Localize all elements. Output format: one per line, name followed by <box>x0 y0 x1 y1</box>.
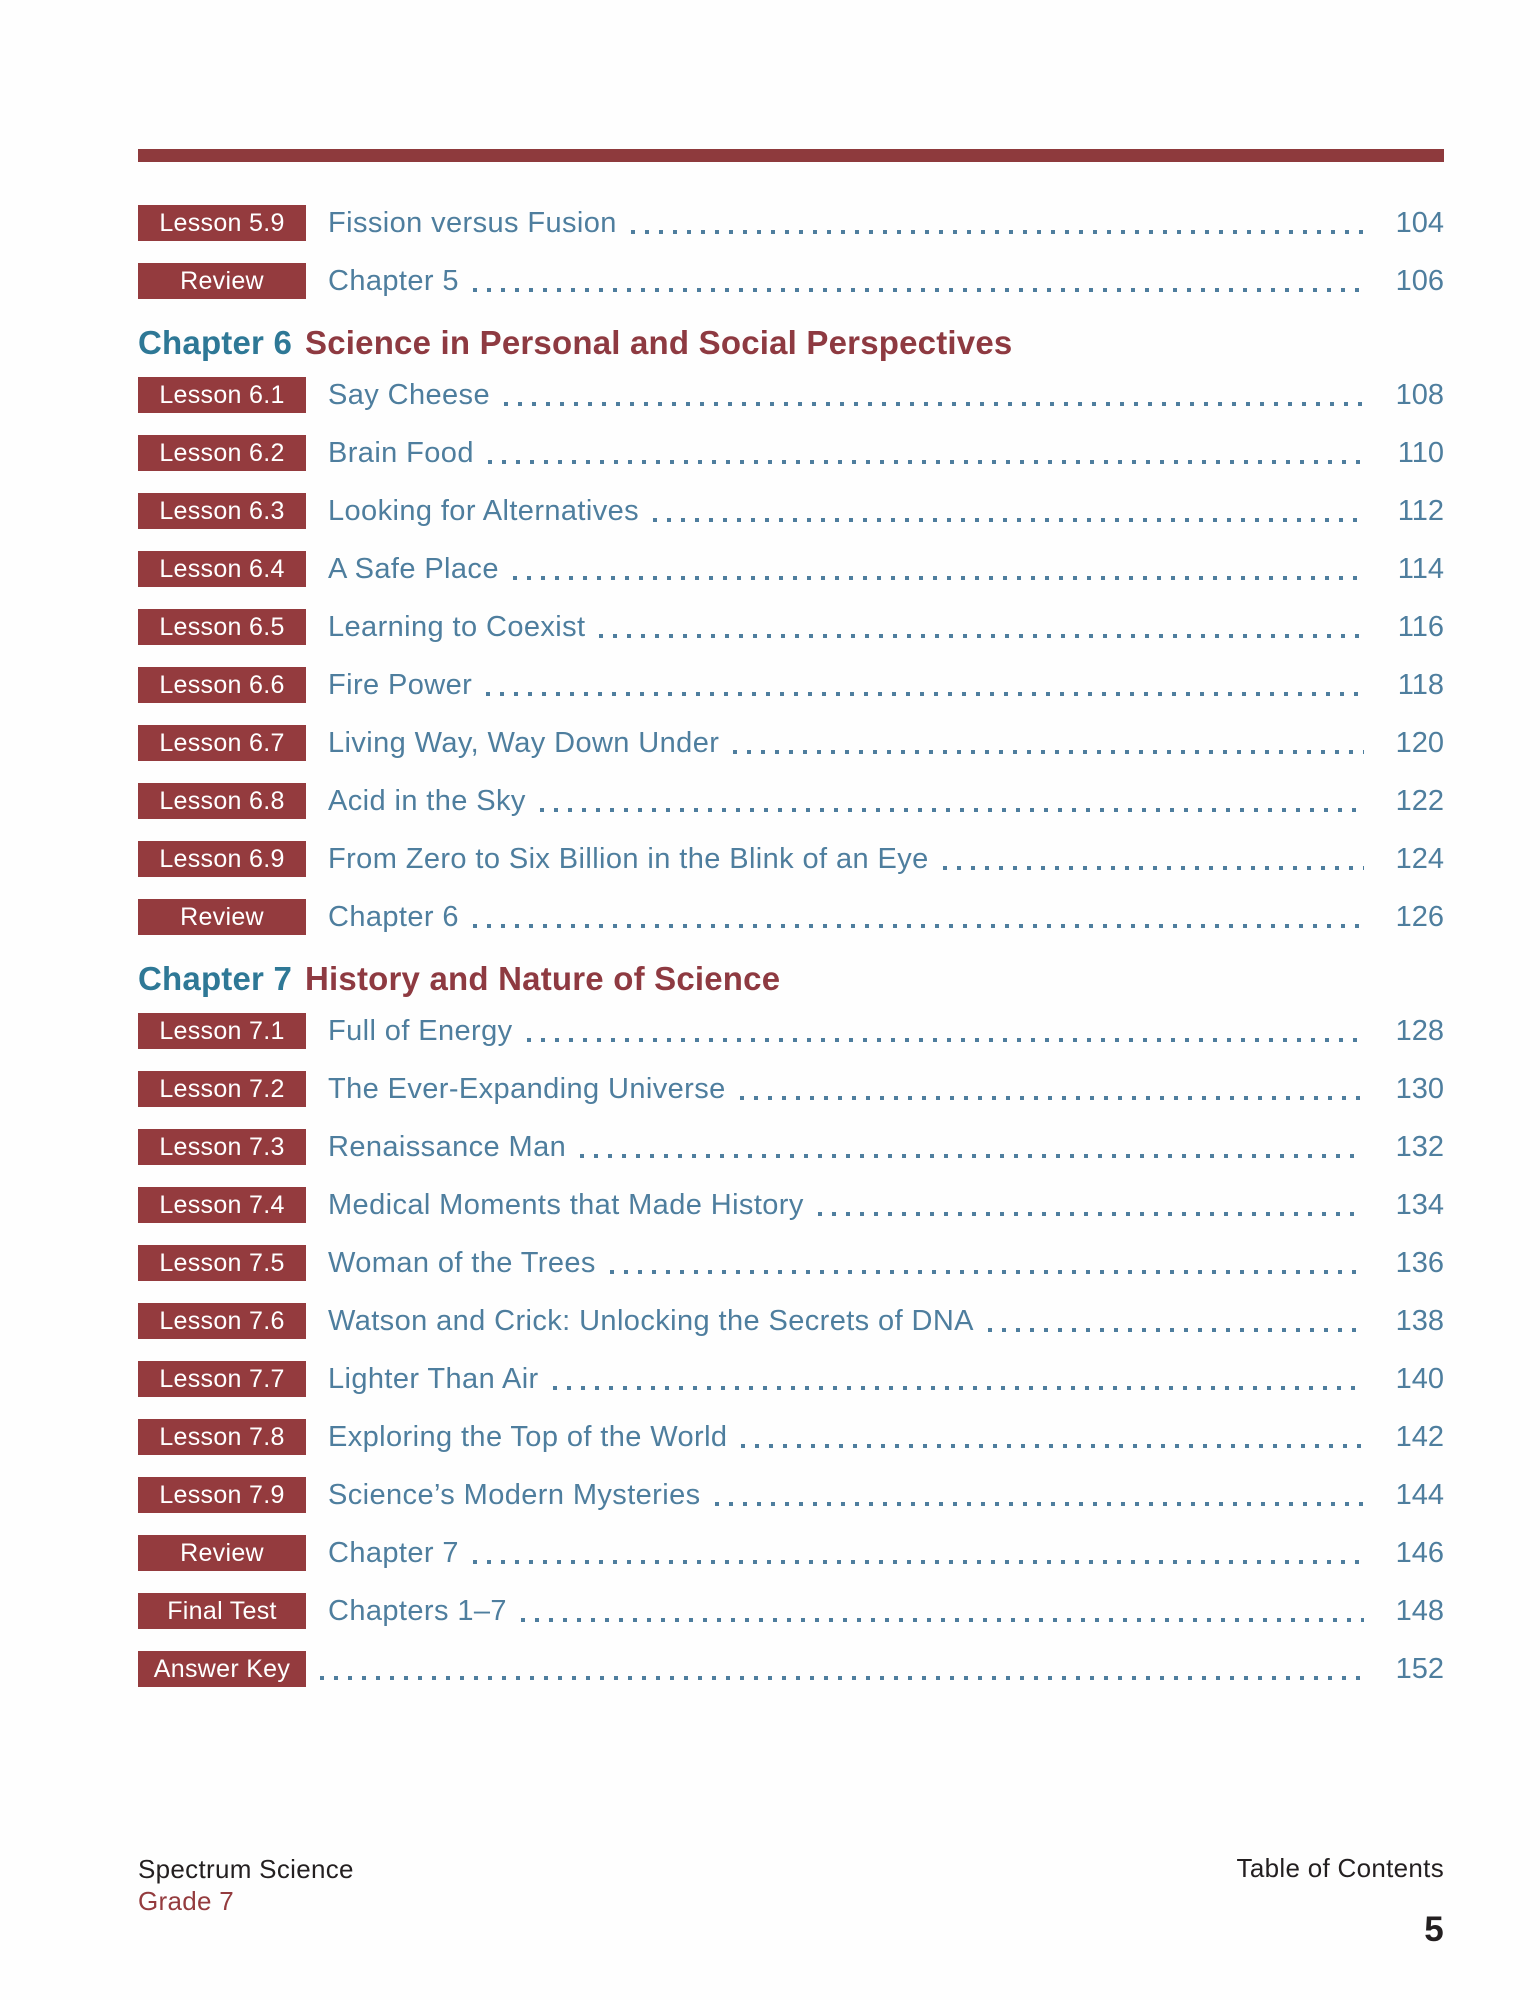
lesson-badge: Lesson 7.6 <box>138 1303 306 1339</box>
lesson-badge: Review <box>138 1535 306 1571</box>
lesson-badge: Lesson 7.7 <box>138 1361 306 1397</box>
page-number: 120 <box>1395 726 1444 759</box>
folio-page-number: 5 <box>1424 1910 1444 1949</box>
page-number: 134 <box>1395 1188 1444 1221</box>
dot-leader <box>473 924 1364 928</box>
dot-leader <box>715 1502 1364 1506</box>
lesson-title: Learning to Coexist <box>328 610 586 643</box>
footer-section-title: Table of Contents <box>1236 1853 1444 1883</box>
lesson-title: Fire Power <box>328 668 473 701</box>
lesson-badge: Lesson 6.1 <box>138 377 306 413</box>
dot-leader <box>741 1444 1364 1448</box>
lesson-badge: Review <box>138 899 306 935</box>
toc-entry <box>138 1419 1444 1455</box>
toc-entry <box>138 609 1444 645</box>
lesson-title: Chapters 1–7 <box>328 1594 507 1627</box>
lesson-title: A Safe Place <box>328 552 499 585</box>
dot-leader <box>653 518 1364 522</box>
page-number: 112 <box>1397 494 1444 527</box>
dot-leader <box>473 288 1364 292</box>
page-number: 124 <box>1395 842 1444 875</box>
toc-entry <box>138 667 1444 703</box>
lesson-badge: Lesson 6.9 <box>138 841 306 877</box>
page-number: 118 <box>1397 668 1444 701</box>
table-of-contents <box>138 205 1444 1709</box>
lesson-title: Lighter Than Air <box>328 1362 539 1395</box>
page-number: 132 <box>1395 1130 1444 1163</box>
lesson-title: The Ever-Expanding Universe <box>328 1072 726 1105</box>
toc-entry <box>138 783 1444 819</box>
page-number: 108 <box>1395 378 1444 411</box>
dot-leader <box>504 402 1364 406</box>
page-number: 138 <box>1395 1304 1444 1337</box>
lesson-badge: Lesson 6.4 <box>138 551 306 587</box>
lesson-title: Looking for Alternatives <box>328 494 640 527</box>
dot-leader <box>988 1328 1364 1332</box>
lesson-title: Woman of the Trees <box>328 1246 596 1279</box>
lesson-title: Living Way, Way Down Under <box>328 726 720 759</box>
page-number: 114 <box>1397 552 1444 585</box>
dot-leader <box>818 1212 1364 1216</box>
chapter-heading <box>138 321 1444 365</box>
chapter-heading <box>138 957 1444 1001</box>
toc-entry <box>138 1361 1444 1397</box>
page-footer <box>138 1853 1444 1950</box>
dot-leader <box>580 1154 1364 1158</box>
dot-leader <box>488 460 1364 464</box>
page-number: 130 <box>1395 1072 1444 1105</box>
toc-entry <box>138 841 1444 877</box>
page-number: 128 <box>1395 1014 1444 1047</box>
lesson-title: Renaissance Man <box>328 1130 567 1163</box>
toc-entry <box>138 377 1444 413</box>
toc-entry <box>138 725 1444 761</box>
footer-book-info <box>138 1853 354 1917</box>
toc-entry <box>138 1651 1444 1687</box>
lesson-title: Say Cheese <box>328 378 490 411</box>
dot-leader <box>320 1676 1364 1680</box>
lesson-title: Brain Food <box>328 436 474 469</box>
toc-entry <box>138 435 1444 471</box>
lesson-badge: Lesson 6.2 <box>138 435 306 471</box>
lesson-badge: Lesson 7.1 <box>138 1013 306 1049</box>
dot-leader <box>486 692 1364 696</box>
page-number: 126 <box>1395 900 1444 933</box>
chapter-title: Science in Personal and Social Perspectives <box>305 324 1013 361</box>
toc-entry <box>138 1303 1444 1339</box>
dot-leader <box>553 1386 1364 1390</box>
lesson-title: Acid in the Sky <box>328 784 526 817</box>
footer-section-info <box>1237 1853 1444 1950</box>
lesson-badge: Review <box>138 263 306 299</box>
chapter-label: Chapter 6 <box>138 324 293 361</box>
lesson-badge: Lesson 7.5 <box>138 1245 306 1281</box>
lesson-title: Exploring the Top of the World <box>328 1420 728 1453</box>
dot-leader <box>631 230 1364 234</box>
toc-entry <box>138 1129 1444 1165</box>
toc-entry <box>138 1071 1444 1107</box>
dot-leader <box>943 866 1364 870</box>
page-number: 106 <box>1395 264 1444 297</box>
lesson-title: From Zero to Six Billion in the Blink of an Eye <box>328 842 929 875</box>
lesson-badge: Lesson 5.9 <box>138 205 306 241</box>
dot-leader <box>599 634 1364 638</box>
chapter-label: Chapter 7 <box>138 960 293 997</box>
page-number: 116 <box>1397 610 1444 643</box>
lesson-title: Science’s Modern Mysteries <box>328 1478 701 1511</box>
lesson-badge: Lesson 7.8 <box>138 1419 306 1455</box>
lesson-badge: Lesson 6.5 <box>138 609 306 645</box>
page-number: 152 <box>1395 1652 1444 1685</box>
page-number: 144 <box>1395 1478 1444 1511</box>
lesson-badge: Answer Key <box>138 1651 306 1687</box>
toc-entry <box>138 205 1444 241</box>
page-number: 142 <box>1395 1420 1444 1453</box>
lesson-badge: Lesson 6.6 <box>138 667 306 703</box>
lesson-badge: Lesson 7.9 <box>138 1477 306 1513</box>
lesson-badge: Lesson 6.7 <box>138 725 306 761</box>
top-rule-bar <box>138 149 1444 162</box>
toc-entry <box>138 1245 1444 1281</box>
footer-book-title: Spectrum Science <box>138 1854 354 1884</box>
lesson-badge: Lesson 7.4 <box>138 1187 306 1223</box>
toc-entry <box>138 1535 1444 1571</box>
dot-leader <box>610 1270 1364 1274</box>
footer-grade: Grade 7 <box>138 1886 235 1916</box>
dot-leader <box>473 1560 1364 1564</box>
toc-entry <box>138 1187 1444 1223</box>
lesson-title: Full of Energy <box>328 1014 513 1047</box>
toc-entry <box>138 899 1444 935</box>
lesson-title: Medical Moments that Made History <box>328 1188 804 1221</box>
dot-leader <box>527 1038 1364 1042</box>
dot-leader <box>733 750 1364 754</box>
page-number: 148 <box>1395 1594 1444 1627</box>
page-number: 146 <box>1395 1536 1444 1569</box>
toc-entry <box>138 1593 1444 1629</box>
dot-leader <box>540 808 1364 812</box>
toc-entry <box>138 263 1444 299</box>
dot-leader <box>513 576 1364 580</box>
lesson-title: Chapter 6 <box>328 900 459 933</box>
lesson-badge: Final Test <box>138 1593 306 1629</box>
lesson-badge: Lesson 6.8 <box>138 783 306 819</box>
toc-entry <box>138 1013 1444 1049</box>
chapter-title: History and Nature of Science <box>305 960 781 997</box>
page-number: 110 <box>1397 436 1444 469</box>
toc-entry <box>138 493 1444 529</box>
dot-leader <box>521 1618 1364 1622</box>
lesson-title: Fission versus Fusion <box>328 206 617 239</box>
lesson-title: Chapter 5 <box>328 264 459 297</box>
dot-leader <box>740 1096 1364 1100</box>
toc-entry <box>138 1477 1444 1513</box>
lesson-title: Chapter 7 <box>328 1536 459 1569</box>
lesson-badge: Lesson 7.2 <box>138 1071 306 1107</box>
page-number: 104 <box>1395 206 1444 239</box>
page-number: 140 <box>1395 1362 1444 1395</box>
lesson-badge: Lesson 7.3 <box>138 1129 306 1165</box>
toc-entry <box>138 551 1444 587</box>
lesson-title: Watson and Crick: Unlocking the Secrets of DNA <box>328 1304 974 1337</box>
lesson-badge: Lesson 6.3 <box>138 493 306 529</box>
page-number: 136 <box>1395 1246 1444 1279</box>
page-number: 122 <box>1395 784 1444 817</box>
